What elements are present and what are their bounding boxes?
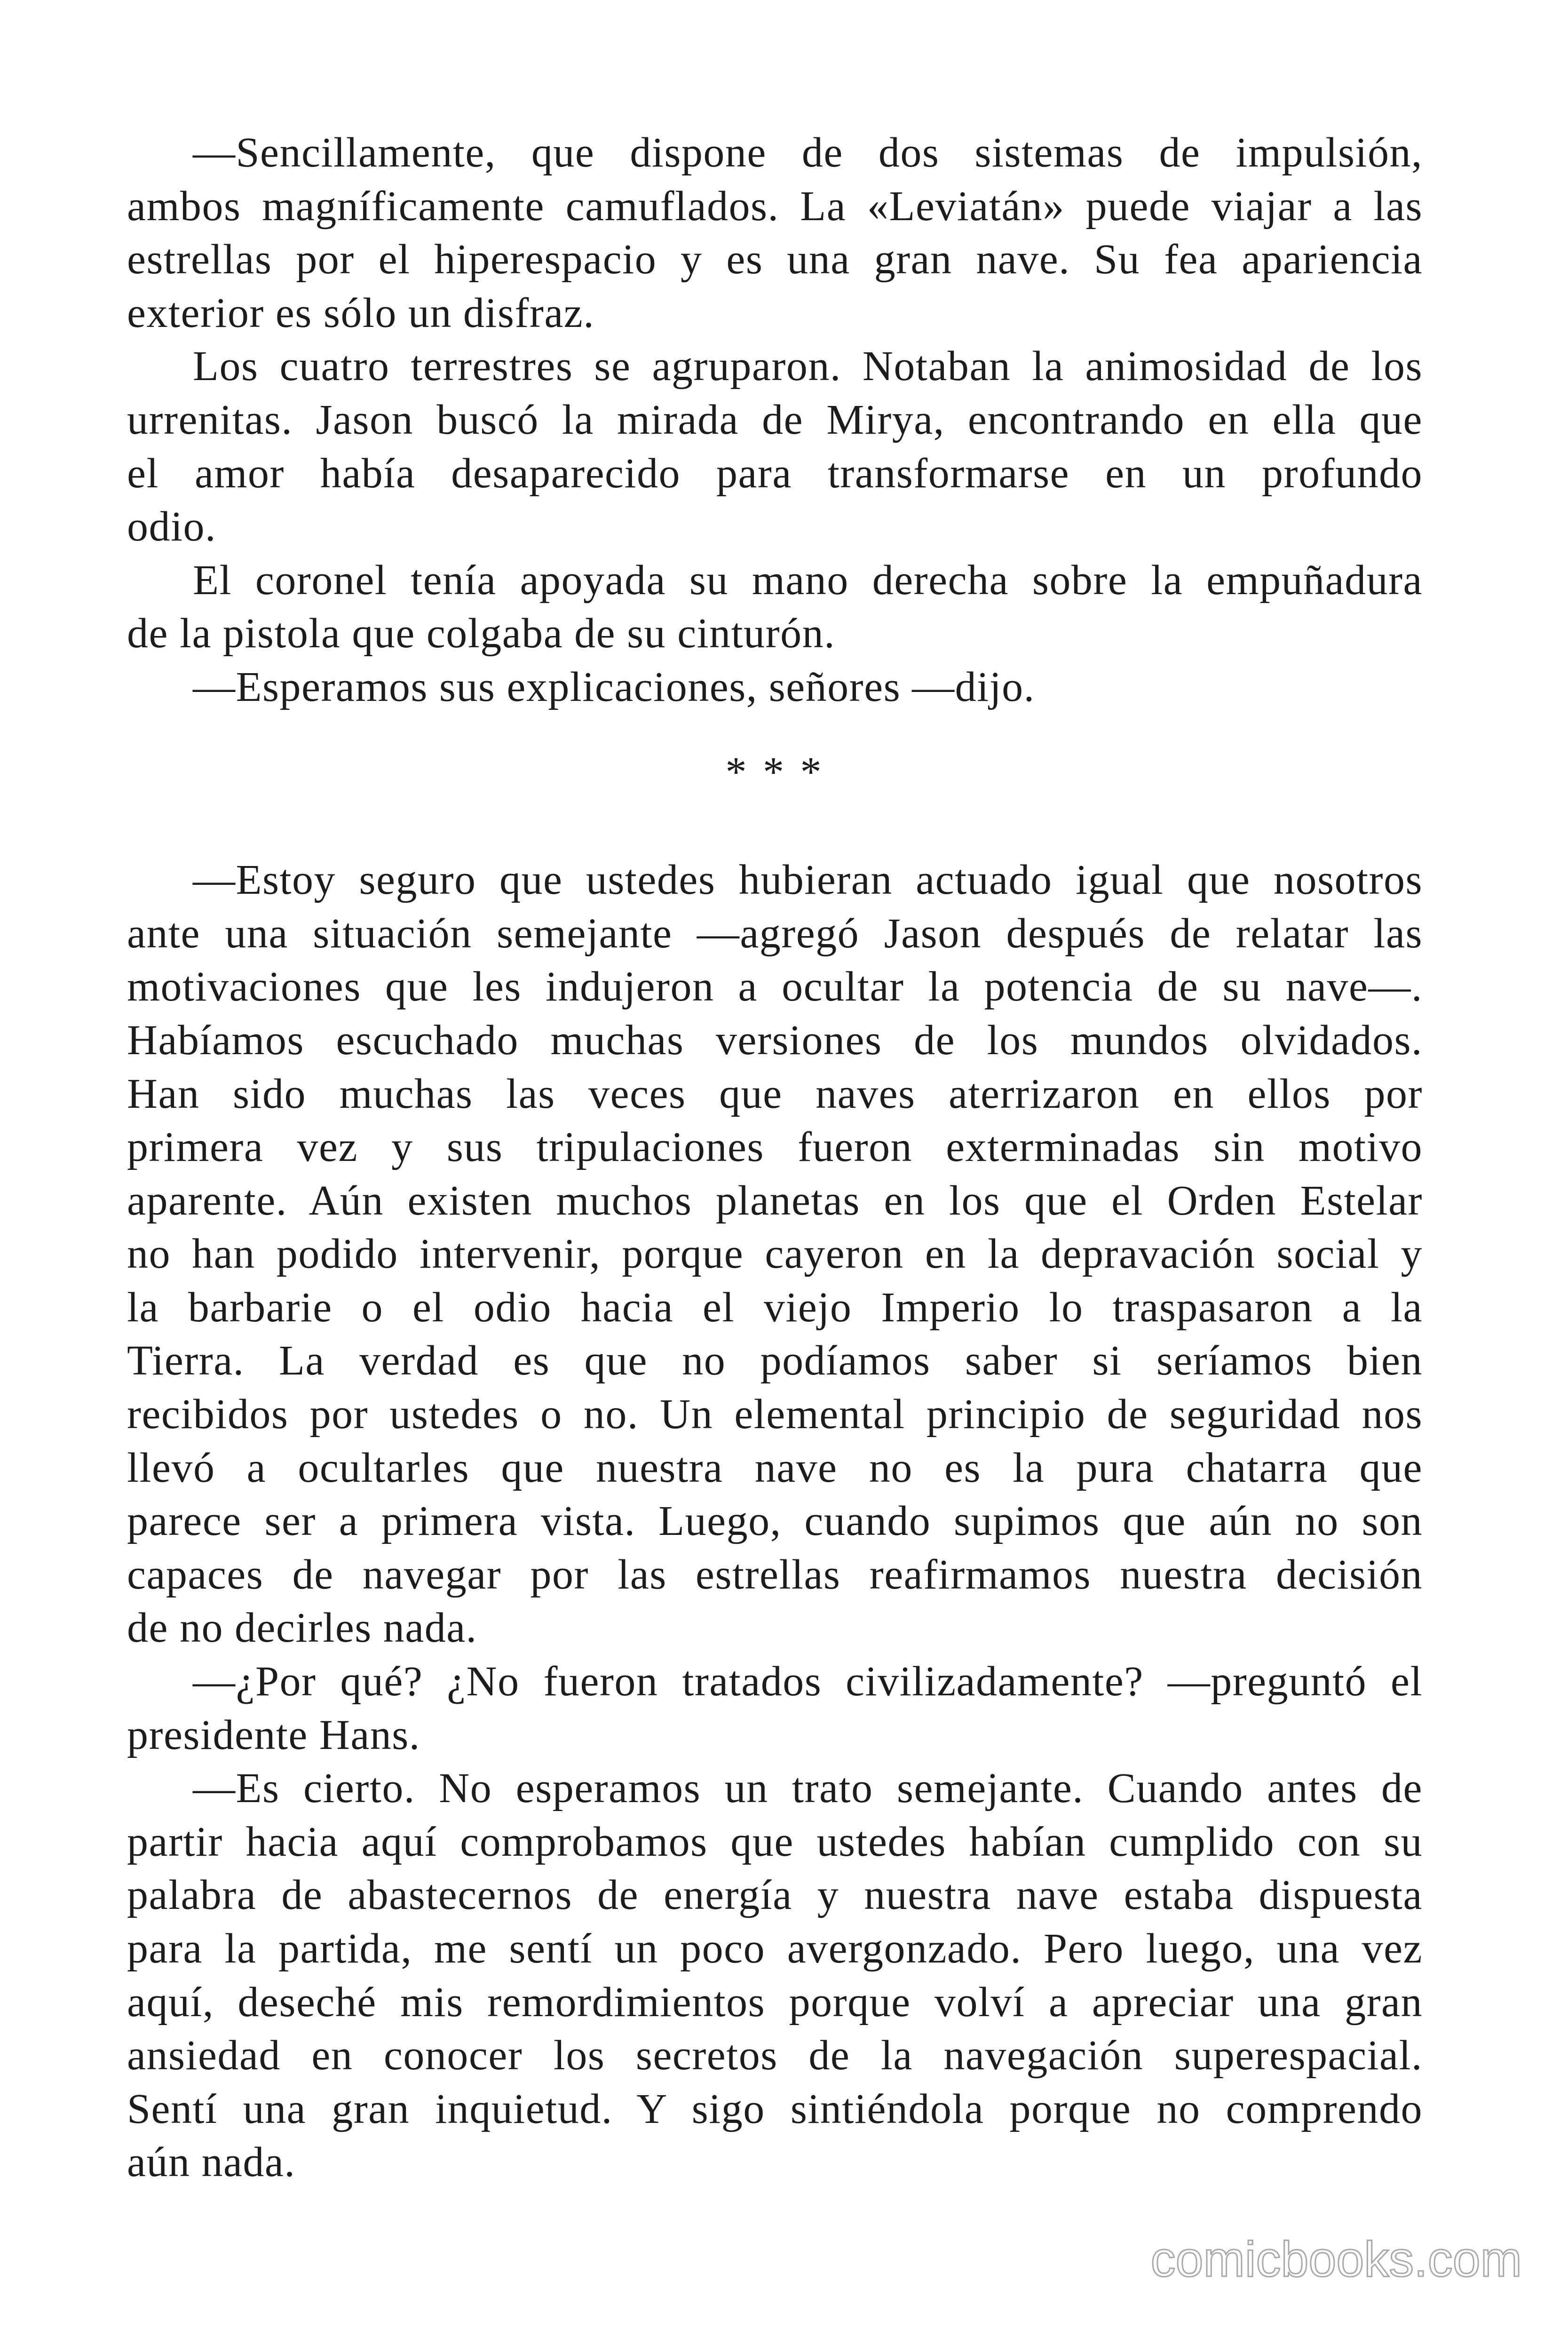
text-line: urrenitas. Jason buscó la mirada de Mirya, encontrando en ella que (127, 396, 1423, 443)
paragraph (127, 554, 1423, 660)
text-line: —Estoy seguro que ustedes hubieran actuado igual que nosotros (193, 857, 1423, 904)
text-line: de la pistola que colgaba de su cinturón. (127, 610, 836, 657)
text-line: aún nada. (127, 2139, 296, 2186)
text-line: —Esperamos sus explicaciones, señores —dijo. (193, 663, 1035, 710)
body-text (127, 126, 1423, 2189)
text-line: Sentí una gran inquietud. Y sigo sintiéndola porque no comprendo (127, 2085, 1423, 2132)
paragraph (127, 1655, 1423, 1762)
text-line: —¿Por qué? ¿No fueron tratados civilizadamente? —preguntó el (193, 1658, 1423, 1705)
text-line: para la partida, me sentí un poco avergonzado. Pero luego, una vez (127, 1925, 1423, 1972)
text-line: de no decirles nada. (127, 1605, 477, 1652)
text-line: presidente Hans. (127, 1711, 420, 1758)
text-line: —Es cierto. No esperamos un trato semejante. Cuando antes de (193, 1765, 1423, 1812)
text-line: parece ser a primera vista. Luego, cuando supimos que aún no son (127, 1498, 1423, 1545)
text-line: no han podido intervenir, porque cayeron en la depravación social y (127, 1231, 1423, 1278)
text-line: Habíamos escuchado muchas versiones de los mundos olvidados. (127, 1017, 1423, 1064)
text-line: El coronel tenía apoyada su mano derecha sobre la empuñadura (193, 556, 1423, 604)
text-line: ambos magníficamente camuflados. La «Leviatán» puede viajar a las (127, 183, 1423, 230)
paragraph (127, 660, 1423, 714)
paragraph (127, 340, 1423, 553)
text-line: Los cuatro terrestres se agruparon. Notaban la animosidad de los (193, 343, 1423, 390)
paragraph (127, 1762, 1423, 2189)
section-break: * * * (725, 748, 824, 795)
paragraph (127, 126, 1423, 340)
text-line: recibidos por ustedes o no. Un elemental principio de seguridad nos (127, 1391, 1423, 1438)
text-line: el amor había desaparecido para transformarse en un profundo (127, 450, 1423, 497)
text-line: llevó a ocultarles que nuestra nave no es la pura chatarra que (127, 1444, 1423, 1491)
paragraph (127, 853, 1423, 1655)
text-line: partir hacia aquí comprobamos que ustedes habían cumplido con su (127, 1818, 1423, 1865)
text-line: la barbarie o el odio hacia el viejo Imperio lo traspasaron a la (127, 1284, 1423, 1331)
watermark: comicbooks.com (1150, 2232, 1522, 2287)
text-line: —Sencillamente, que dispone de dos sistemas de impulsión, (193, 129, 1423, 176)
text-line: Han sido muchas las veces que naves aterrizaron en ellos por (127, 1070, 1423, 1117)
text-line: odio. (127, 503, 217, 550)
text-line: capaces de navegar por las estrellas reafirmamos nuestra decisión (127, 1551, 1423, 1598)
text-line: exterior es sólo un disfraz. (127, 289, 595, 336)
text-line: primera vez y sus tripulaciones fueron exterminadas sin motivo (127, 1124, 1423, 1171)
text-line: estrellas por el hiperespacio y es una gran nave. Su fea apariencia (127, 236, 1423, 283)
text-line: aparente. Aún existen muchos planetas en los que el Orden Estelar (127, 1177, 1423, 1224)
text-line: ansiedad en conocer los secretos de la navegación superespacial. (127, 2032, 1423, 2079)
text-line: palabra de abastecernos de energía y nuestra nave estaba dispuesta (127, 1872, 1423, 1919)
text-line: ante una situación semejante —agregó Jason después de relatar las (127, 910, 1423, 957)
text-line: Tierra. La verdad es que no podíamos saber si seríamos bien (127, 1337, 1423, 1384)
text-line: aquí, deseché mis remordimientos porque volví a apreciar una gran (127, 1979, 1423, 2026)
text-line: motivaciones que les indujeron a ocultar la potencia de su nave—. (127, 963, 1423, 1010)
